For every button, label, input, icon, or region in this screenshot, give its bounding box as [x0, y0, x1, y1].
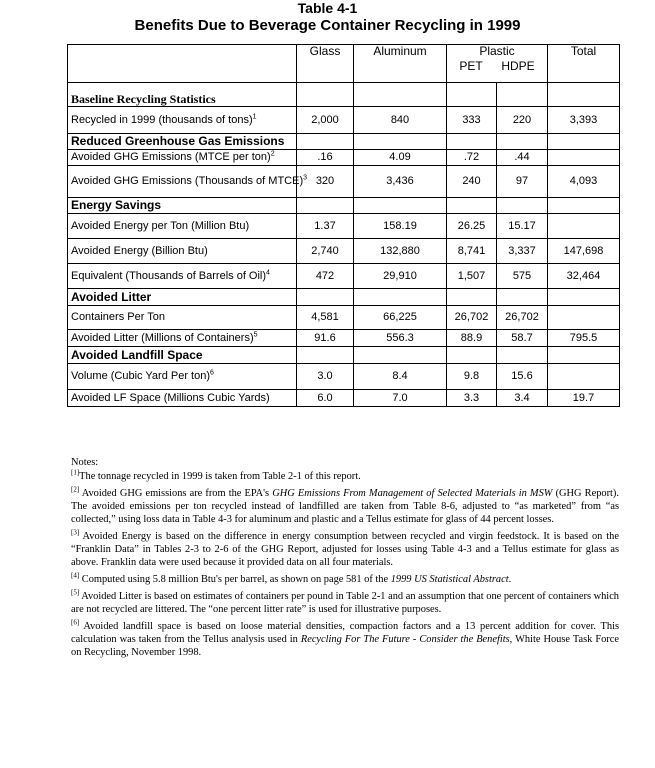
cell-aluminum: 8.4	[354, 364, 447, 390]
header-plastic-sub	[450, 60, 544, 73]
row-label: Avoided Litter (Millions of Containers)$^5$	[68, 330, 297, 347]
cell-pet: 26,702	[447, 306, 497, 330]
header-aluminum: Aluminum	[354, 45, 447, 83]
section-baseline: Baseline Recycling Statistics	[68, 83, 297, 107]
section-row	[68, 198, 620, 214]
row-label: Volume (Cubic Yard Per ton)$^6$	[68, 364, 297, 390]
section-energy: Energy Savings	[68, 198, 297, 214]
note-1: [1]The tonnage recycled in 1999 is taken from Table 2-1 of this report.	[71, 468, 361, 482]
cell-pet: 333	[447, 107, 497, 134]
note-4: [4] Computed using 5.8 million Btu's per barrel, as shown on page 581 of the 1999 US Statistical Abstract.	[71, 571, 512, 585]
cell-total	[548, 150, 620, 166]
cell-hdpe: 26,702	[497, 306, 548, 330]
cell-hdpe: 15.6	[497, 364, 548, 390]
table-title: Benefits Due to Beverage Container Recycling in 1999	[134, 17, 521, 34]
notes-section	[71, 456, 619, 663]
cell-glass: 6.0	[297, 390, 354, 407]
row-label: Avoided Energy per Ton (Million Btu)	[68, 214, 297, 239]
header-hdpe: HDPE	[501, 59, 535, 73]
table-row	[68, 150, 620, 166]
cell-hdpe: 575	[497, 264, 548, 289]
cell-glass: 472	[297, 264, 354, 289]
cell-hdpe: 220	[497, 107, 548, 134]
row-label: Avoided LF Space (Millions Cubic Yards)	[68, 390, 297, 407]
section-row	[68, 289, 620, 306]
table-row	[68, 214, 620, 239]
table-number: Table 4-1	[297, 0, 358, 16]
cell-pet: .72	[447, 150, 497, 166]
cell-total	[548, 214, 620, 239]
cell-pet: 9.8	[447, 364, 497, 390]
section-row	[68, 134, 620, 150]
benefits-table	[67, 44, 620, 407]
header-glass: Glass	[297, 45, 354, 83]
header-plastic-label: Plastic	[479, 44, 515, 58]
table-row	[68, 264, 620, 289]
cell-glass: 2,000	[297, 107, 354, 134]
cell-total: 3,393	[548, 107, 620, 134]
row-label: Avoided GHG Emissions (MTCE per ton)$^2$	[68, 150, 297, 166]
cell-hdpe: 3,337	[497, 239, 548, 264]
note-2: [2] Avoided GHG emissions are from the EPA's GHG Emissions From Management of Selected Materials in MSW (GHG Report). The avoided emissions per ton recycled instead of landfilled are taken from Table 8-6, adjusted to “as marketed” from “as collected,” using loss data in Table 4-3 for aluminum and plastic and a Tellus estimate for glass of 44 percent losses.	[71, 485, 619, 525]
row-label: Containers Per Ton	[68, 306, 297, 330]
table-row	[68, 390, 620, 407]
header-blank	[68, 45, 297, 83]
cell-total: 795.5	[548, 330, 620, 347]
header-total: Total	[548, 45, 620, 83]
note-6: [6] Avoided landfill space is based on loose material densities, compaction factors and a 13 percent addition for cover. This calculation was taken from the Tellus analysis used in Recycling For The Future - Consider the Benefits, White House Task Force on Recycling, November 1998.	[71, 618, 619, 658]
cell-total	[548, 364, 620, 390]
cell-hdpe: 58.7	[497, 330, 548, 347]
section-row	[68, 347, 620, 364]
section-litter: Avoided Litter	[68, 289, 297, 306]
section-landfill: Avoided Landfill Space	[68, 347, 297, 364]
cell-pet: 26.25	[447, 214, 497, 239]
cell-glass: 320	[297, 166, 354, 198]
cell-aluminum: 3,436	[354, 166, 447, 198]
cell-aluminum: 66,225	[354, 306, 447, 330]
cell-hdpe: 97	[497, 166, 548, 198]
cell-hdpe: 3.4	[497, 390, 548, 407]
cell-total	[548, 306, 620, 330]
cell-glass: 1.37	[297, 214, 354, 239]
row-label: Recycled in 1999 (thousands of tons)$^1$	[68, 107, 297, 134]
cell-aluminum: 158.19	[354, 214, 447, 239]
notes-label: Notes:	[71, 457, 99, 468]
header-row	[68, 45, 620, 83]
cell-aluminum: 556.3	[354, 330, 447, 347]
cell-aluminum: 29,910	[354, 264, 447, 289]
header-plastic	[447, 45, 548, 83]
cell-glass: .16	[297, 150, 354, 166]
cell-pet: 88.9	[447, 330, 497, 347]
cell-glass: 2,740	[297, 239, 354, 264]
row-label: Equivalent (Thousands of Barrels of Oil)$^4$	[68, 264, 297, 289]
cell-total: 147,698	[548, 239, 620, 264]
cell-glass: 4,581	[297, 306, 354, 330]
table-row	[68, 166, 620, 198]
cell-aluminum: 840	[354, 107, 447, 134]
section-row	[68, 83, 620, 107]
cell-total: 32,464	[548, 264, 620, 289]
table-row	[68, 239, 620, 264]
cell-glass: 3.0	[297, 364, 354, 390]
row-label: Avoided Energy (Billion Btu)	[68, 239, 297, 264]
cell-aluminum: 132,880	[354, 239, 447, 264]
note-5: [5] Avoided Litter is based on estimates of containers per pound in Table 2-1 and an assumption that one percent of containers which are not recycled are littered. The “one percent litter rate” is used for illustrative purposes.	[71, 588, 620, 615]
note-3: [3] Avoided Energy is based on the difference in energy consumption between recycled and virgin feedstock. It is based on the “Franklin Data” in Tables 2-3 to 2-6 of the GHG Report, adjusted for losses using Table 4-3 and a Tellus estimate for glass as above. Franklin data were used because it provided data on all four materials.	[71, 528, 619, 568]
table-row	[68, 330, 620, 347]
cell-pet: 3.3	[447, 390, 497, 407]
cell-glass: 91.6	[297, 330, 354, 347]
cell-total: 19.7	[548, 390, 620, 407]
cell-hdpe: .44	[497, 150, 548, 166]
table-row	[68, 107, 620, 134]
cell-hdpe: 15.17	[497, 214, 548, 239]
cell-pet: 8,741	[447, 239, 497, 264]
header-pet: PET	[459, 59, 483, 73]
cell-aluminum: 4.09	[354, 150, 447, 166]
cell-aluminum: 7.0	[354, 390, 447, 407]
table-row	[68, 306, 620, 330]
cell-pet: 1,507	[447, 264, 497, 289]
cell-total: 4,093	[548, 166, 620, 198]
section-ghg: Reduced Greenhouse Gas Emissions	[68, 134, 297, 150]
table-row	[68, 364, 620, 390]
row-label: Avoided GHG Emissions (Thousands of MTCE)$^3$	[68, 166, 297, 198]
cell-pet: 240	[447, 166, 497, 198]
